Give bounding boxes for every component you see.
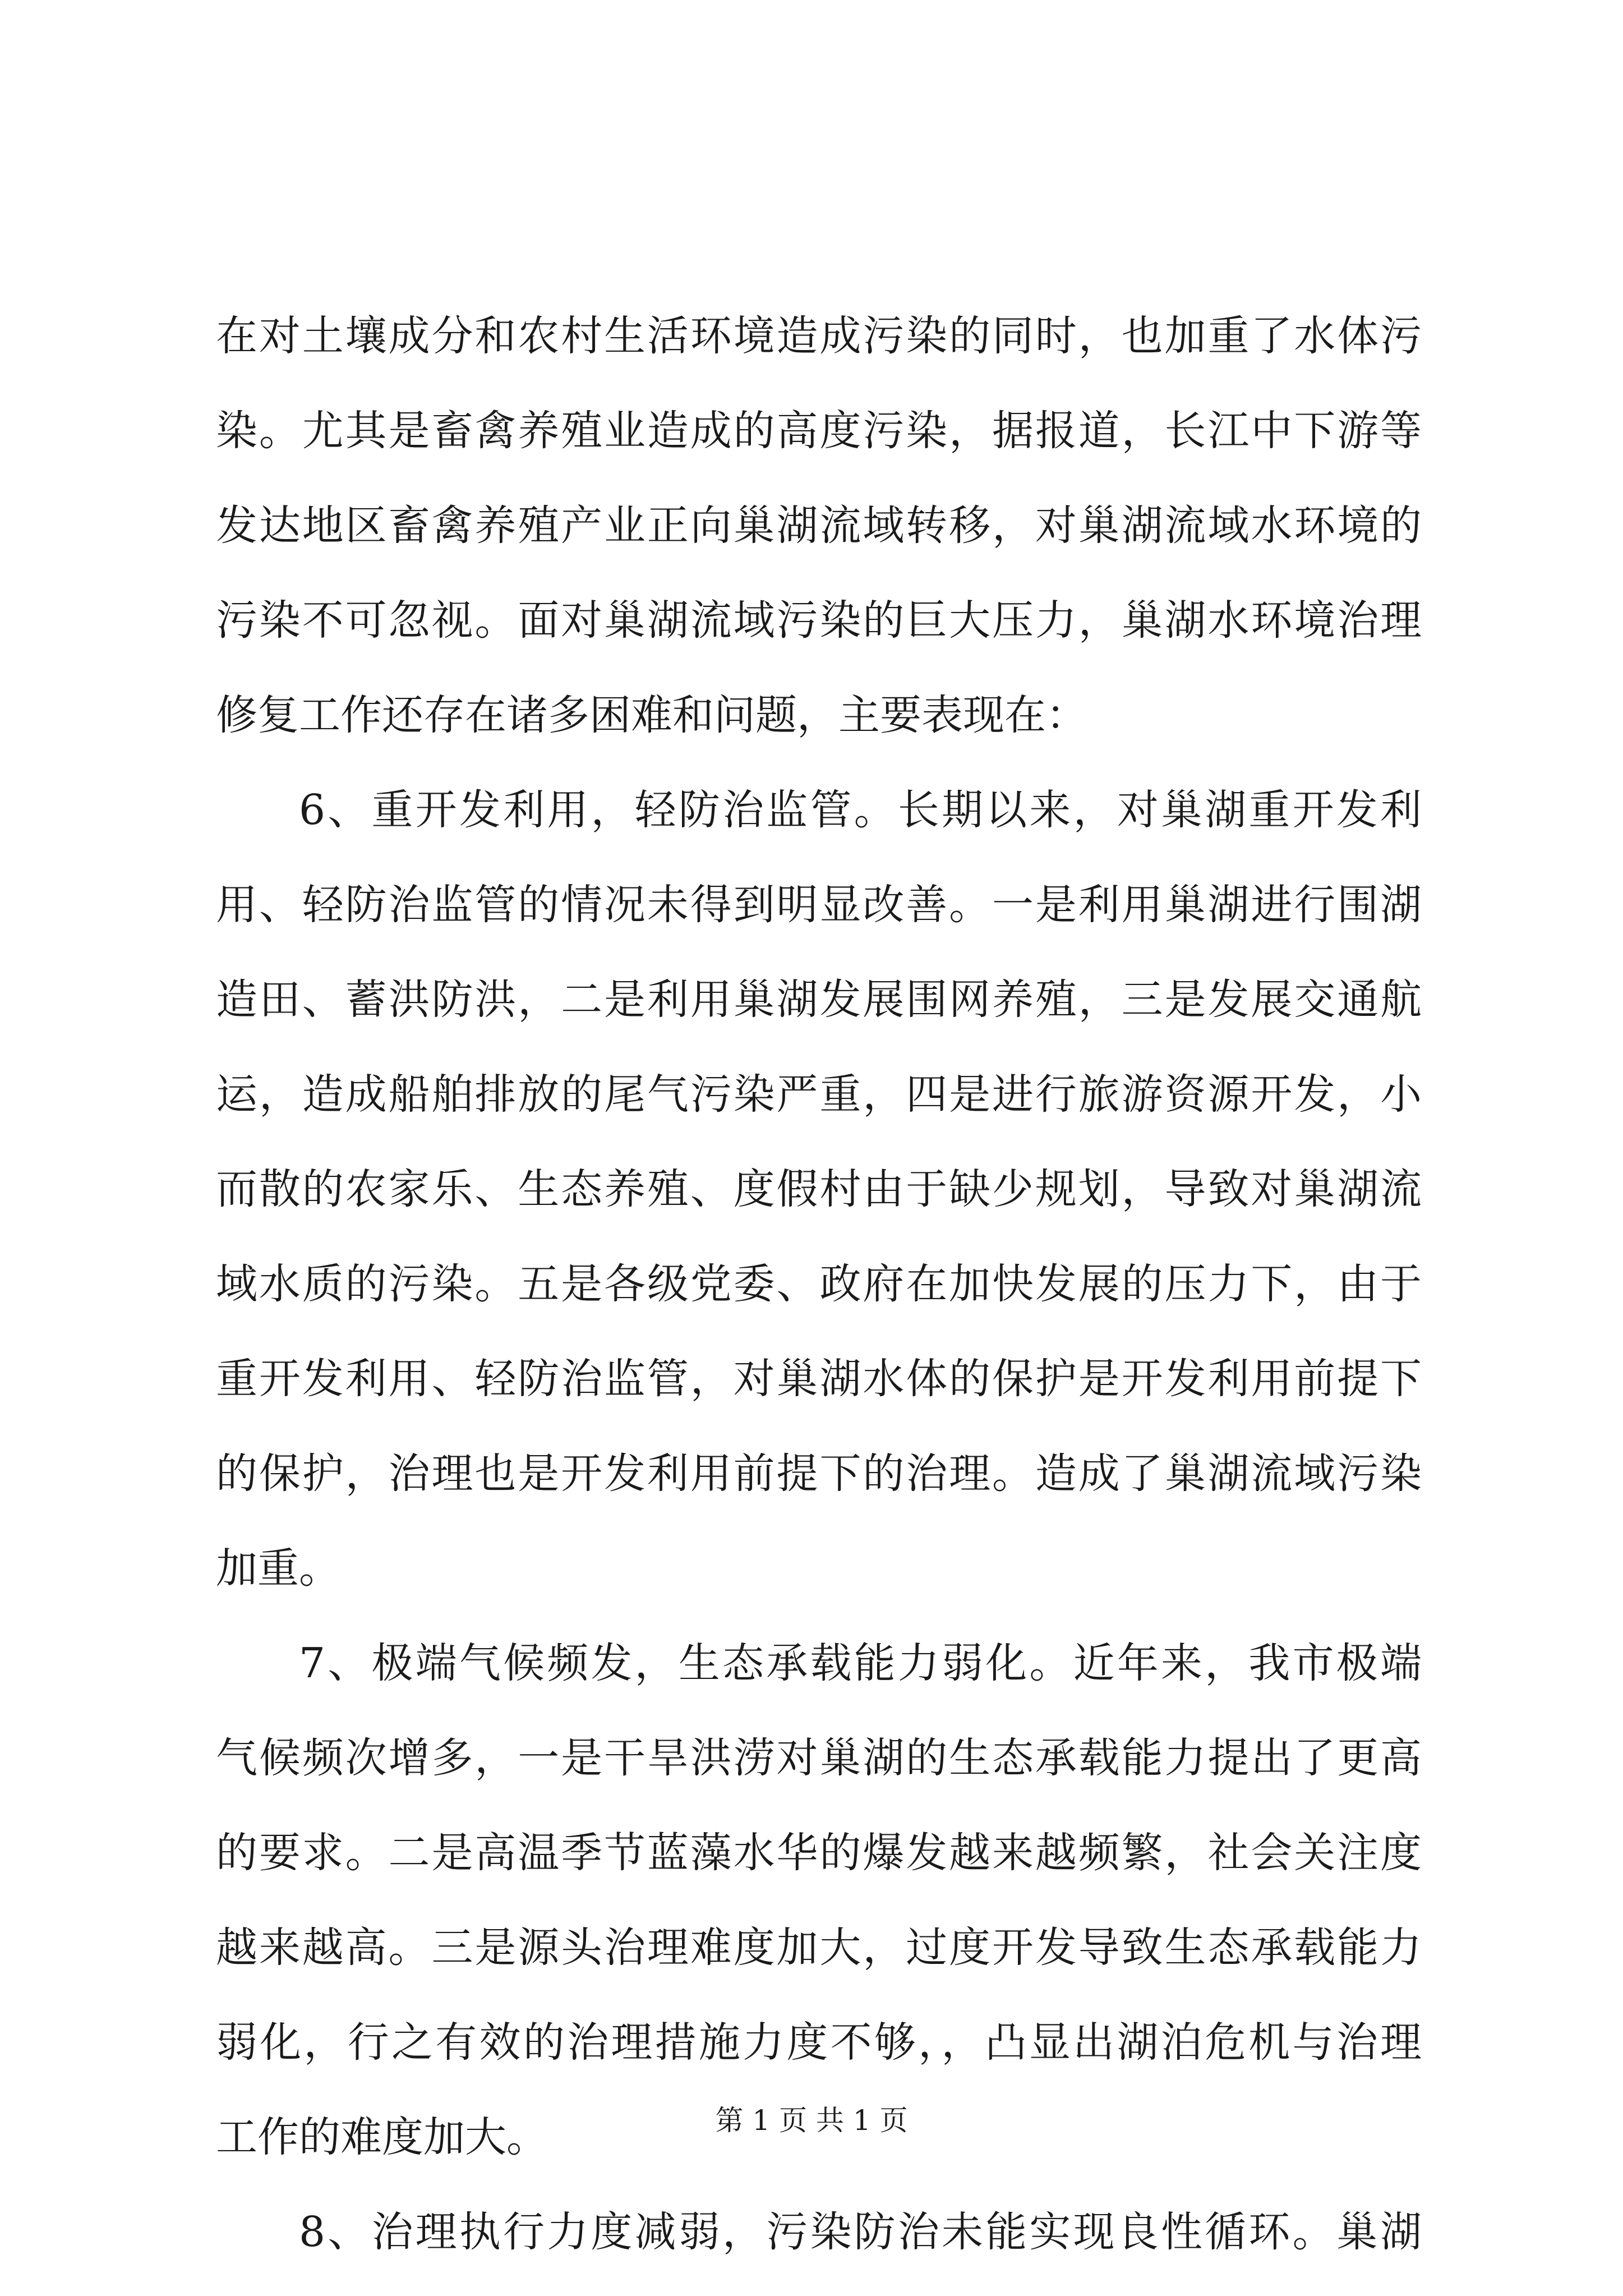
text-line: 气候频次增多，一是干旱洪涝对巢湖的生态承载能力提出了更高 [216, 1734, 1422, 1782]
text-line: 运，造成船舶排放的尾气污染严重，四是进行旅游资源开发，小 [216, 1070, 1422, 1119]
document-body [216, 289, 1422, 2280]
text-line: 造田、蓄洪防洪，二是利用巢湖发展围网养殖，三是发展交通航 [216, 976, 1422, 1024]
text-line: 污染不可忽视。面对巢湖流域污染的巨大压力，巢湖水环境治理 [216, 596, 1422, 645]
text-line: 弱化，行之有效的治理措施力度不够，，凸显出湖泊危机与治理 [216, 2018, 1422, 2067]
text-line: 发达地区畜禽养殖产业正向巢湖流域转移，对巢湖流域水环境的 [216, 501, 1422, 550]
text-line: 的保护，治理也是开发利用前提下的治理。造成了巢湖流域污染 [216, 1450, 1422, 1498]
text-line: 7、极端气候频发，生态承载能力弱化。近年来，我市极端 [299, 1639, 1422, 1687]
text-line: 工作的难度加大。 [216, 2113, 548, 2161]
text-line: 8、治理执行力度减弱，污染防治未能实现良性循环。巢湖 [299, 2208, 1422, 2256]
text-line: 用、轻防治监管的情况未得到明显改善。一是利用巢湖进行围湖 [216, 881, 1422, 929]
text-line: 而散的农家乐、生态养殖、度假村由于缺少规划，导致对巢湖流 [216, 1165, 1422, 1213]
text-line: 在对土壤成分和农村生活环境造成污染的同时，也加重了水体污 [216, 312, 1422, 360]
text-line: 的要求。二是高温季节蓝藻水华的爆发越来越频繁，社会关注度 [216, 1829, 1422, 1877]
text-line: 加重。 [216, 1544, 340, 1593]
page-footer: 第 1 页 共 1 页 [715, 2104, 908, 2137]
text-line: 6、重开发利用，轻防治监管。长期以来，对巢湖重开发利 [299, 786, 1422, 834]
text-line: 染。尤其是畜禽养殖业造成的高度污染，据报道，长江中下游等 [216, 407, 1422, 455]
text-line: 修复工作还存在诸多困难和问题，主要表现在： [216, 691, 1087, 739]
text-line: 越来越高。三是源头治理难度加大，过度开发导致生态承载能力 [216, 1924, 1422, 1972]
text-line: 域水质的污染。五是各级党委、政府在加快发展的压力下，由于 [216, 1260, 1422, 1308]
text-line: 重开发利用、轻防治监管，对巢湖水体的保护是开发利用前提下 [216, 1355, 1422, 1403]
